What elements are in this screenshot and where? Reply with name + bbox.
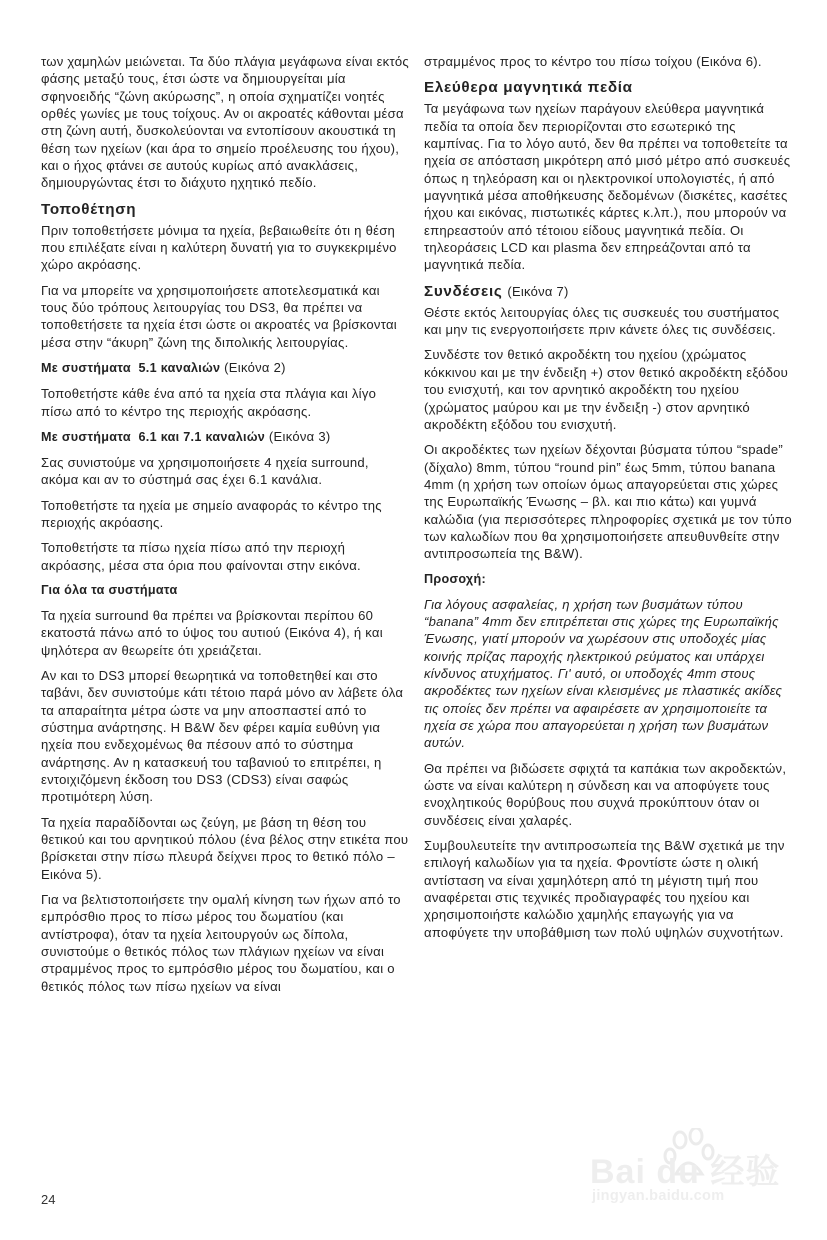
page-number: 24 [41, 1192, 56, 1207]
left-column [41, 53, 409, 995]
paragraph: Τα ηχεία παραδίδονται ως ζεύγη, με βάση τη θέση του θετικού και του αρνητικού πόλου (ένα βέλος στην ετικέτα που βρίσκεται στην πίσω πλευρά δείχνει προς το θετικό πόλο – Εικόνα 5). [41, 814, 409, 882]
paragraph: Για να μπορείτε να χρησιμοποιήσετε αποτελεσματικά και τους δύο τρόπους λειτουργίας του DS3, θα πρέπει να τοποθετήσετε τα ηχεία έτσι ώστε οι ακροατές να βρίσκονται μέσα στην “άκυρη” ζώνη της διπολικής λειτουργίας. [41, 282, 397, 350]
subheading-6-1-7-1-channels [41, 428, 409, 446]
watermark-logo-text: Bai du 经验 [590, 1153, 781, 1191]
baidu-watermark [590, 1128, 800, 1228]
section-heading-magnetic-fields: Ελεύθερα μαγνητικά πεδία [424, 79, 633, 97]
paragraph: Τα ηχεία surround θα πρέπει να βρίσκονται περίπου 60 εκατοστά πάνω από το ύψος του αυτιού (Εικόνα 4), ή και ψηλότερα αν θεωρείτε ότι χρειάζεται. [41, 607, 383, 658]
paragraph: Αν και το DS3 μπορεί θεωρητικά να τοποθετηθεί και στο ταβάνι, δεν συνιστούμε κάτι τέτοιο παρά μόνο αν λάβετε όλα τα απαραίτητα μέτρα ώστε να μην αποσπαστεί από το σύστημα ανάρτησης. Η B&W δεν φέρει καμία ευθύνη για ηχεία που ενδεχομένως θα πέσουν από το σύστημα ανάρτησης. Αν η κατασκευή του ταβανιού το επιτρέπει, η εντοιχιζόμενη έκδοση του DS3 (CDS3) είναι σαφώς προτιμότερη λύση. [41, 667, 404, 805]
paragraph: Θα πρέπει να βιδώσετε σφιχτά τα καπάκια των ακροδεκτών, ώστε να είναι καλύτερη η σύνδεση και να αποφύγετε τους ενοχλητικούς θορύβους που συχνά προκύπτουν όταν οι συνδέσεις είναι χαλαρές. [424, 760, 787, 828]
paragraph: Πριν τοποθετήσετε μόνιμα τα ηχεία, βεβαιωθείτε ότι η θέση που επιλέξατε είναι η καλύτερη δυνατή για το συγκεκριμένο χώρο ακρόασης. [41, 222, 397, 273]
figure-reference: (Εικόνα 7) [507, 283, 569, 299]
paragraph: Συνδέστε τον θετικό ακροδέκτη του ηχείου (χρώματος κόκκινου και με την ένδειξη +) στον θετικό ακροδέκτη εξόδου του ενισχυτή, και τον αρνητικό ακροδέκτη του ηχείου (χρώματος μαύρου και με την ένδειξη -) στον αρνητικό ακροδέκτη εξόδου του ενισχυτή. [424, 347, 789, 432]
paragraph: Σας συνιστούμε να χρησιμοποιήσετε 4 ηχεία surround, ακόμα και αν το σύστημά σας έχει 6.1 κανάλια. [41, 454, 369, 488]
paragraph: Συμβουλευτείτε την αντιπροσωπεία της B&W σχετικά με την επιλογή καλωδίων για τα ηχεία. Φροντίστε ώστε η ολική αντίσταση να είναι χαμηλότερη από τη μέγιστη τιμή που αναφέρεται στις τεχνικές προδιαγραφές του ηχείου και χρησιμοποιήστε καλώδιο χαμηλής επαγωγής για να αποφύγετε την υποβάθμιση των πολύ υψηλών συχνοτήτων. [424, 838, 785, 940]
caution-text: Για λόγους ασφαλείας, η χρήση των βυσμάτων τύπου “banana” 4mm δεν επιτρέπεται στις χώρες της Ευρωπαϊκής Ένωσης, γιατί μπορούν να χωρέσουν στις υποδοχές μίας κοινής πρίζας παροχής ηλεκτρικού ρεύματος και υπάρχει κίνδυνος ατυχήματος. Γι' αυτό, οι υποδοχές 4mm στους ακροδέκτες των ηχείων είναι κλεισμένες με πλαστικές ακίδες τις οποίες δεν πρέπει να αφαιρέσετε αν χρησιμοποιείτε τα ηχεία σε χώρα που απαγορεύεται η χρήση των βυσμάτων αυτών. [424, 596, 783, 751]
paragraph: Τα μεγάφωνα των ηχείων παράγουν ελεύθερα μαγνητικά πεδία τα οποία δεν περιορίζονται στο εσωτερικό της καμπίνας. Για το λόγο αυτό, δεν θα πρέπει να τοποθετείτε τα ηχεία σε απόσταση μικρότερη από μισό μέτρο από συσκευές όπως η τηλεόραση και οι ηλεκτρονικοί υπολογιστές, ή από μαγνητικά μέσα αποθήκευσης δεδομένων (δισκέτες, κασέτες ήχου και εικόνας, πιστωτικές κάρτες κ.λπ.), που μπορούν να επηρεαστούν από τέτοιου είδους μαγνητικά πεδία. Οι τηλεοράσεις LCD και plasma δεν επηρεάζονται από τα μαγνητικά πεδία. [424, 101, 791, 273]
figure-reference: (Εικόνα 3) [268, 428, 331, 444]
subheading-5-1-channels [41, 359, 409, 377]
paragraph: Οι ακροδέκτες των ηχείων δέχονται βύσματα τύπου “spade” (δίχαλο) 8mm, τύπου “round pin” έως 5mm, τύπου banana 4mm (η χρήση των οποίων όμως απαγορεύεται στις χώρες της Ευρωπαϊκής Ένωσης – βλ. και πιο κάτω) και γυμνά καλώδια (για περισσότερες πληροφορίες σχετικά με τον τύπο των καλωδίων που θα χρησιμοποιήσετε απευθυνθείτε στην αντιπροσωπεία της B&W). [424, 442, 792, 562]
paragraph: Τοποθετήστε τα πίσω ηχεία πίσω από την περιοχή ακρόασης, μέσα στα όρια που φαίνονται στην εικόνα. [41, 540, 361, 573]
section-heading-placement: Τοποθέτηση [41, 200, 137, 218]
section-heading-connections [424, 282, 792, 301]
figure-reference: (Εικόνα 2) [224, 360, 286, 376]
right-column [424, 53, 792, 941]
watermark-url: jingyan.baidu.com [592, 1188, 725, 1204]
paragraph: Θέστε εκτός λειτουργίας όλες τις συσκευές του συστήματος και μην τις ενεργοποιήσετε πριν κάνετε όλες τις συνδέσεις. [424, 304, 780, 338]
subheading-text: Με συστήματα 5.1 καναλιών [41, 361, 221, 376]
paragraph: στραμμένος προς το κέντρο του πίσω τοίχου (Εικόνα 6). [424, 54, 762, 69]
subheading-all-systems: Για όλα τα συστήματα [41, 582, 178, 597]
paragraph: Τοποθετήστε κάθε ένα από τα ηχεία στα πλάγια και λίγο πίσω από το κέντρο της περιοχής ακρόασης. [41, 386, 377, 419]
subheading-text: Με συστήματα 6.1 και 7.1 καναλιών [41, 429, 266, 444]
paragraph: Τοποθετήστε τα ηχεία με σημείο αναφοράς το κέντρο της περιοχής ακρόασης. [41, 497, 382, 530]
paragraph: των χαμηλών μειώνεται. Τα δύο πλάγια μεγάφωνα είναι εκτός φάσης μεταξύ τους, έτσι ώστε να δημιουργείται μία σφηνοειδής “ζώνη ακύρωσης”, η οποία σχηματίζει νοητές ορθές γωνίες με τους τοίχους. Αν οι ακροατές κάθονται μέσα στη ζώνη αυτή, δυσκολεύονται να εντοπίσουν ακουστικά τη θέση των ηχείων (και άρα το σημείο προέλευσης του ήχου), και ο ήχος φτάνει σε αυτούς κυρίως από ανακλάσεις, δημιουργώντας έτσι το διάχυτο ηχητικό πεδίο. [41, 54, 409, 191]
subheading-caution: Προσοχή: [424, 571, 486, 586]
heading-text: Συνδέσεις [424, 282, 503, 300]
paragraph: Για να βελτιστοποιήσετε την ομαλή κίνηση των ήχων από το εμπρόσθιο προς το πίσω μέρος του δωματίου (και αντίστροφα), όταν τα ηχεία λειτουργούν ως δίπολα, συνιστούμε ο θετικός πόλος των πλάγιων ηχείων να είναι στραμμένος προς το εμπρόσθιο μέρος του δωματίου, και ο θετικός πόλος των πίσω ηχείων να είναι [41, 892, 401, 994]
